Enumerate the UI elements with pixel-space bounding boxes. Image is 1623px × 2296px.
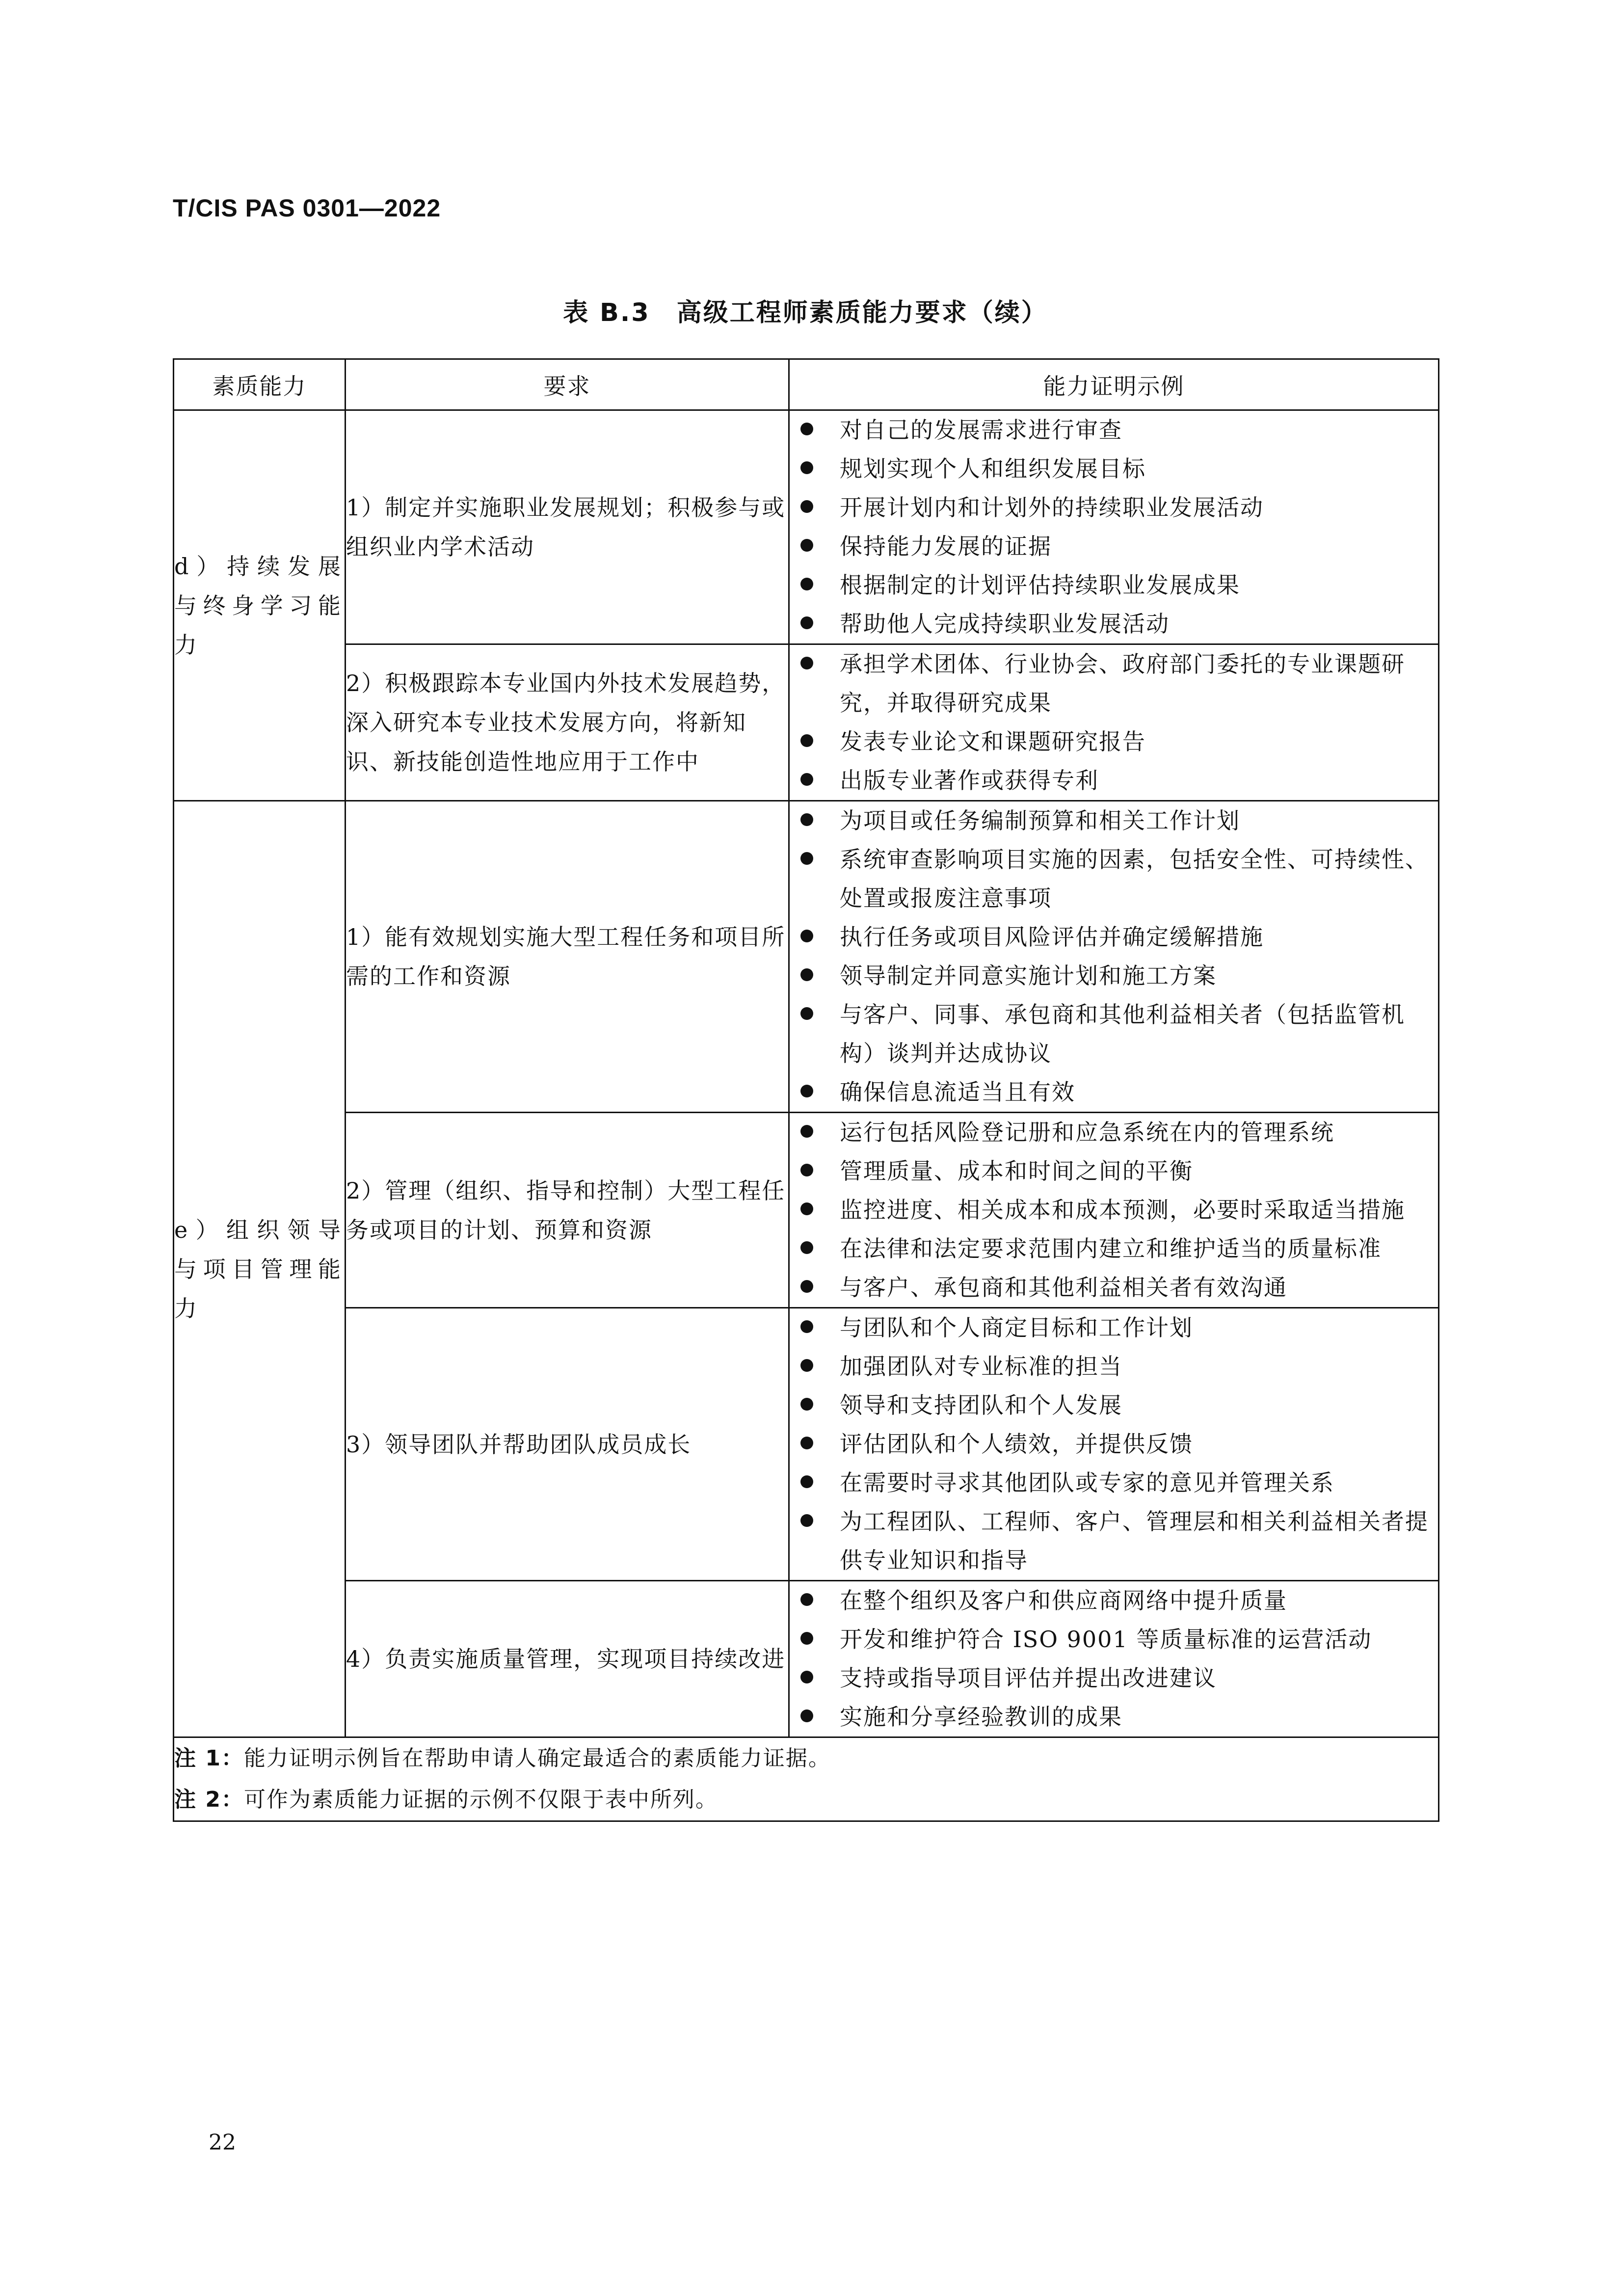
bullet-icon [800,423,813,435]
requirement-cell: 2）管理（组织、指导和控制）大型工程任务或项目的计划、预算和资源 [346,1113,789,1308]
page-number: 22 [209,2130,236,2155]
evidence-item: 承担学术团体、行业协会、政府部门委托的专业课题研究，并取得研究成果 [790,645,1438,722]
evidence-item: 监控进度、相关成本和成本预测，必要时采取适当措施 [790,1191,1438,1229]
evidence-cell [789,1581,1439,1737]
evidence-item: 开发和维护符合 ISO 9001 等质量标准的运营活动 [790,1620,1438,1659]
evidence-item: 与客户、同事、承包商和其他利益相关者（包括监管机构）谈判并达成协议 [790,995,1438,1073]
table-row [174,801,1439,1113]
evidence-item: 执行任务或项目风险评估并确定缓解措施 [790,918,1438,957]
evidence-list [790,411,1438,643]
bullet-icon [800,461,813,474]
evidence-item: 确保信息流适当且有效 [790,1073,1438,1112]
evidence-item: 加强团队对专业标准的担当 [790,1347,1438,1386]
bullet-icon [800,968,813,981]
bullet-icon [800,1164,813,1176]
bullet-icon [800,1632,813,1645]
evidence-item: 在需要时寻求其他团队或专家的意见并管理关系 [790,1464,1438,1502]
requirement-cell: 4）负责实施质量管理，实现项目持续改进 [346,1581,789,1737]
evidence-list [790,1113,1438,1307]
evidence-item: 领导和支持团队和个人发展 [790,1386,1438,1425]
evidence-item: 规划实现个人和组织发展目标 [790,450,1438,488]
document-code: T/CIS PAS 0301—2022 [173,194,441,222]
evidence-item: 在整个组织及客户和供应商网络中提升质量 [790,1581,1438,1620]
evidence-item: 出版专业著作或获得专利 [790,761,1438,800]
table-row [174,1113,1439,1308]
category-cell: d）持续发展与终身学习能力 [174,410,346,801]
notes-cell [174,1737,1439,1821]
requirement-cell: 3）领导团队并帮助团队成员成长 [346,1308,789,1581]
evidence-item: 系统审查影响项目实施的因素，包括安全性、可持续性、处置或报废注意事项 [790,840,1438,918]
evidence-item: 运行包括风险登记册和应急系统在内的管理系统 [790,1113,1438,1152]
evidence-item: 管理质量、成本和时间之间的平衡 [790,1152,1438,1191]
evidence-item: 领导制定并同意实施计划和施工方案 [790,957,1438,995]
note-text: 能力证明示例旨在帮助申请人确定最适合的素质能力证据。 [243,1746,831,1771]
bullet-icon [800,1202,813,1215]
bullet-icon [800,1709,813,1722]
evidence-item: 发表专业论文和课题研究报告 [790,722,1438,761]
bullet-icon [800,578,813,590]
bullet-icon [800,1241,813,1254]
bullet-icon [800,1007,813,1020]
table-title: 表 B.3 高级工程师素质能力要求（续） [563,298,1048,327]
bullet-icon [800,500,813,513]
evidence-item: 支持或指导项目评估并提出改进建议 [790,1659,1438,1698]
evidence-cell [789,1113,1439,1308]
bullet-icon [800,1398,813,1411]
bullet-icon [800,1280,813,1293]
evidence-list [790,1581,1438,1736]
column-header-evidence: 能力证明示例 [789,359,1439,410]
evidence-item: 对自己的发展需求进行审查 [790,411,1438,450]
bullet-icon [800,1475,813,1488]
bullet-icon [800,773,813,786]
bullet-icon [800,1671,813,1683]
table-row [174,1308,1439,1581]
evidence-item: 保持能力发展的证据 [790,527,1438,566]
evidence-item: 评估团队和个人绩效，并提供反馈 [790,1425,1438,1464]
table-row [174,644,1439,801]
category-cell: e）组织领导与项目管理能力 [174,801,346,1737]
evidence-item: 与团队和个人商定目标和工作计划 [790,1308,1438,1347]
bullet-icon [800,1514,813,1527]
evidence-cell [789,1308,1439,1581]
note-label: 注 2： [174,1787,244,1812]
requirement-cell: 2）积极跟踪本专业国内外技术发展趋势，深入研究本专业技术发展方向，将新知识、新技能创造性地应用于工作中 [346,644,789,801]
evidence-item: 与客户、承包商和其他利益相关者有效沟通 [790,1268,1438,1307]
note [174,1738,1438,1779]
evidence-item: 开展计划内和计划外的持续职业发展活动 [790,488,1438,527]
table-header-row [174,359,1439,410]
evidence-list [790,801,1438,1112]
bullet-icon [800,1085,813,1097]
column-header-competency: 素质能力 [174,359,346,410]
table-row [174,410,1439,644]
evidence-item: 帮助他人完成持续职业发展活动 [790,605,1438,643]
note-text: 可作为素质能力证据的示例不仅限于表中所列。 [243,1787,718,1812]
table-row [174,1581,1439,1737]
bullet-icon [800,1437,813,1449]
evidence-item: 在法律和法定要求范围内建立和维护适当的质量标准 [790,1229,1438,1268]
bullet-icon [800,930,813,942]
bullet-icon [800,539,813,552]
evidence-item: 为工程团队、工程师、客户、管理层和相关利益相关者提供专业知识和指导 [790,1502,1438,1580]
bullet-icon [800,657,813,669]
note [174,1779,1438,1820]
bullet-icon [800,813,813,826]
bullet-icon [800,616,813,629]
evidence-list [790,1308,1438,1580]
evidence-item: 实施和分享经验教训的成果 [790,1698,1438,1736]
bullet-icon [800,1320,813,1333]
requirement-cell: 1）制定并实施职业发展规划；积极参与或组织业内学术活动 [346,410,789,644]
bullet-icon [800,1593,813,1606]
evidence-cell [789,644,1439,801]
evidence-item: 根据制定的计划评估持续职业发展成果 [790,566,1438,605]
notes-row [174,1737,1439,1821]
bullet-icon [800,1125,813,1138]
evidence-cell [789,410,1439,644]
requirement-cell: 1）能有效规划实施大型工程任务和项目所需的工作和资源 [346,801,789,1113]
note-label: 注 1： [174,1746,244,1771]
competency-table [173,358,1439,1822]
bullet-icon [800,1359,813,1372]
evidence-cell [789,801,1439,1113]
bullet-icon [800,852,813,865]
evidence-item: 为项目或任务编制预算和相关工作计划 [790,801,1438,840]
evidence-list [790,645,1438,800]
bullet-icon [800,734,813,747]
column-header-requirement: 要求 [346,359,789,410]
